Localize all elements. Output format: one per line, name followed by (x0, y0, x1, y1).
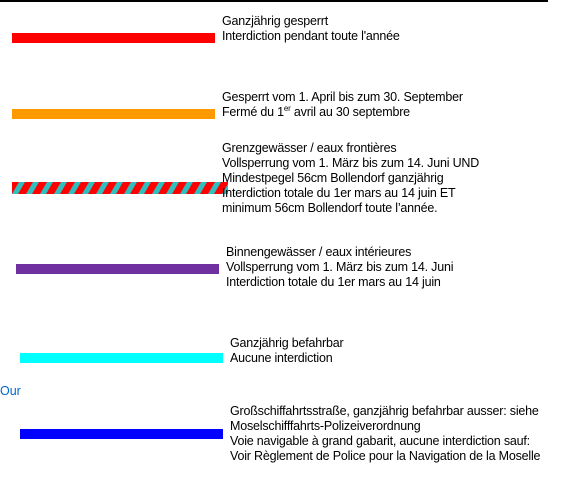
legend-text-cyan (230, 336, 343, 366)
legend-line: Mindestpegel 56cm Bollendorf ganzjährig (222, 171, 444, 185)
legend-line: Ganzjährig gesperrt (222, 14, 328, 28)
legend-line: Ganzjährig befahrbar (230, 336, 344, 350)
legend-text-blue (230, 404, 540, 464)
legend-line: Großschiffahrtsstraße, ganzjährig befahrbar ausser: siehe (230, 404, 539, 418)
legend-line: Gesperrt vom 1. April bis zum 30. September (222, 90, 463, 104)
legend-line: Moselschifffahrts-Polizeiverordnung (230, 419, 421, 433)
river-label-our: Our (0, 384, 21, 398)
legend-text-inland-waters (226, 245, 453, 290)
legend-line: Interdiction totale du 1er mars au 14 juin (226, 275, 441, 289)
legend-line-suffix: avril au 30 septembre (290, 105, 410, 119)
legend-swatch-inland-waters (16, 264, 219, 274)
legend-swatch-border-waters (12, 182, 228, 194)
legend-line: Interdiction pendant toute l'année (222, 29, 400, 43)
legend-text-border-waters (222, 141, 479, 216)
legend-line: Voie navigable à grand gabarit, aucune interdiction sauf: (230, 434, 530, 448)
legend-line: Vollsperrung vom 1. März bis zum 14. Juni UND (222, 156, 480, 170)
legend-text-red (222, 14, 400, 44)
legend-line: Vollsperrung vom 1. März bis zum 14. Juni (226, 260, 454, 274)
legend-swatch-red (12, 33, 215, 43)
legend-line: Voir Règlement de Police pour la Navigation de la Moselle (230, 449, 541, 463)
legend-line (222, 105, 463, 120)
legend-line-prefix: Fermé du 1 (222, 105, 284, 119)
legend-swatch-blue (20, 429, 223, 439)
legend-line: Aucune interdiction (230, 351, 333, 365)
top-border-line (0, 0, 548, 2)
legend-line: Grenzgewässer / eaux frontières (222, 141, 397, 155)
legend-line: minimum 56cm Bollendorf toute l’année. (222, 201, 438, 215)
legend-text-orange (222, 90, 463, 120)
ordinal-superscript: er (283, 103, 291, 113)
legend-swatch-orange (12, 109, 215, 119)
legend-swatch-cyan (20, 353, 223, 363)
legend-line: Binnengewässer / eaux intérieures (226, 245, 412, 259)
legend-line: Interdiction totale du 1er mars au 14 juin ET (222, 186, 456, 200)
